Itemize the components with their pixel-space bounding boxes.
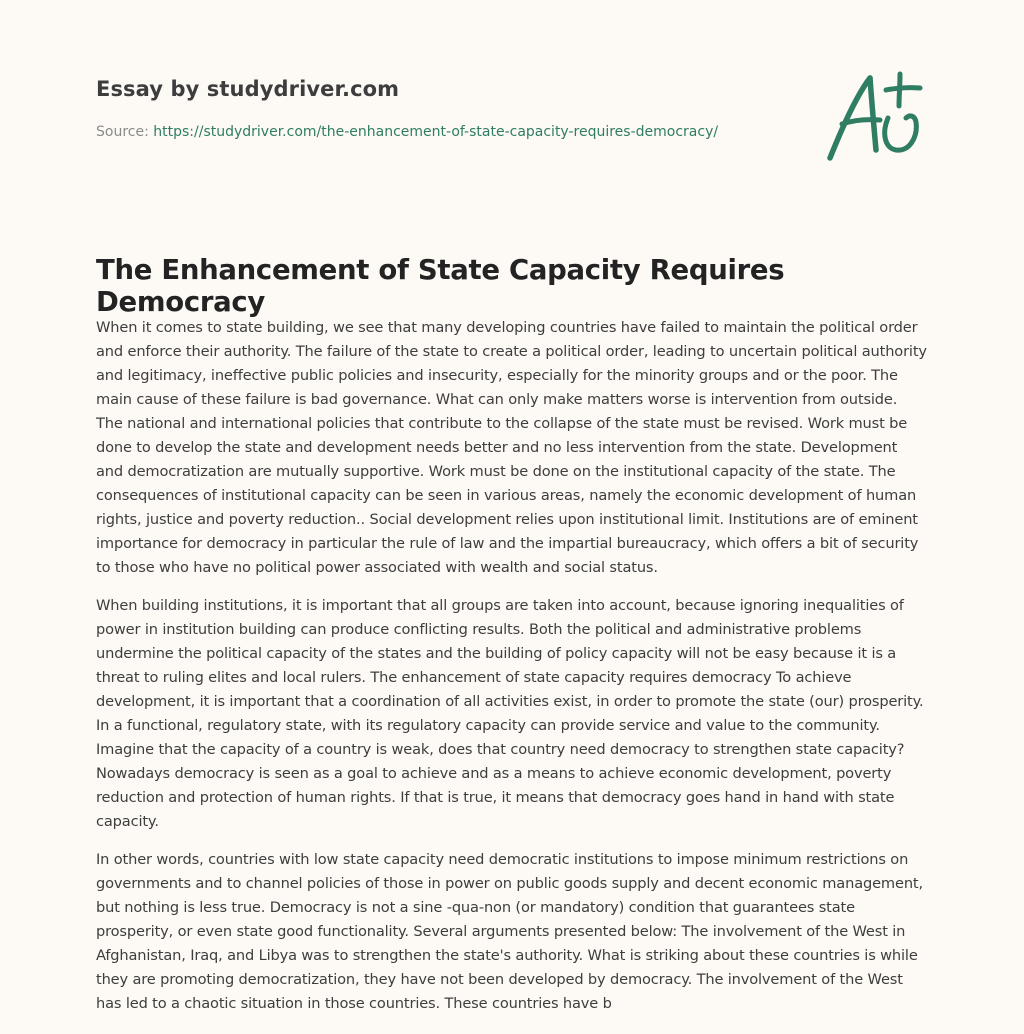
essay-title: The Enhancement of State Capacity Requires Democracy bbox=[96, 254, 785, 318]
essay-paragraph: When it comes to state building, we see that many developing countries have failed to maintain the political order and enforce their authority. The failure of the state to create a political order, leading to uncertain political authority and legitimacy, ineffective public policies and insecurity, especially for the minority groups and or the poor. The main cause of these failure is bad governance. What can only make matters worse is intervention from outside. The national and international policies that contribute to the collapse of the state must be revised. Work must be done to develop the state and development needs better and no less intervention from the state. Development and democratization are mutually supportive. Work must be done on the institutional capacity of the state. The consequences of institutional capacity can be seen in various areas, namely the economic development of human rights, justice and poverty reduction.. Social development relies upon institutional limit. Institutions are of eminent importance for democracy in particular the rule of law and the impartial bureaucracy, which offers a bit of security to those who have no political power associated with wealth and social status. bbox=[96, 319, 927, 576]
source-link[interactable]: https://studydriver.com/the-enhancement-of-state-capacity-requires-democracy/ bbox=[153, 124, 719, 140]
a-plus-logo-icon bbox=[820, 66, 930, 166]
site-brand: Essay by studydriver.com bbox=[96, 77, 400, 101]
source-line bbox=[96, 124, 718, 140]
essay-paragraph: In other words, countries with low state capacity need democratic institutions to impose minimum restrictions on governments and to channel policies of those in power on public goods supply and decent economic management, but nothing is less true. Democracy is not a sine -qua-non (or mandatory) condition that guarantees state prosperity, or even state good functionality. Several arguments presented below: The involvement of the West in Afghanistan, Iraq, and Libya was to strengthen the state's authority. What is striking about these countries is while they are promoting democratization, they have not been developed by democracy. The involvement of the West has led to a chaotic situation in those countries. These countries have b bbox=[96, 851, 923, 1012]
source-label: Source: bbox=[96, 124, 154, 140]
essay-body bbox=[96, 316, 928, 1030]
essay-paragraph: When building institutions, it is important that all groups are taken into account, because ignoring inequalities of power in institution building can produce conflicting results. Both the political and administrative problems undermine the political capacity of the states and the building of policy capacity will not be easy because it is a threat to ruling elites and local rulers. The enhancement of state capacity requires democracy To achieve development, it is important that a coordination of all activities exist, in order to promote the state (our) prosperity. In a functional, regulatory state, with its regulatory capacity can provide service and value to the community. Imagine that the capacity of a country is weak, does that country need democracy to strengthen state capacity? Nowadays democracy is seen as a goal to achieve and as a means to achieve economic development, poverty reduction and protection of human rights. If that is true, it means that democracy goes hand in hand with state capacity. bbox=[96, 597, 924, 830]
